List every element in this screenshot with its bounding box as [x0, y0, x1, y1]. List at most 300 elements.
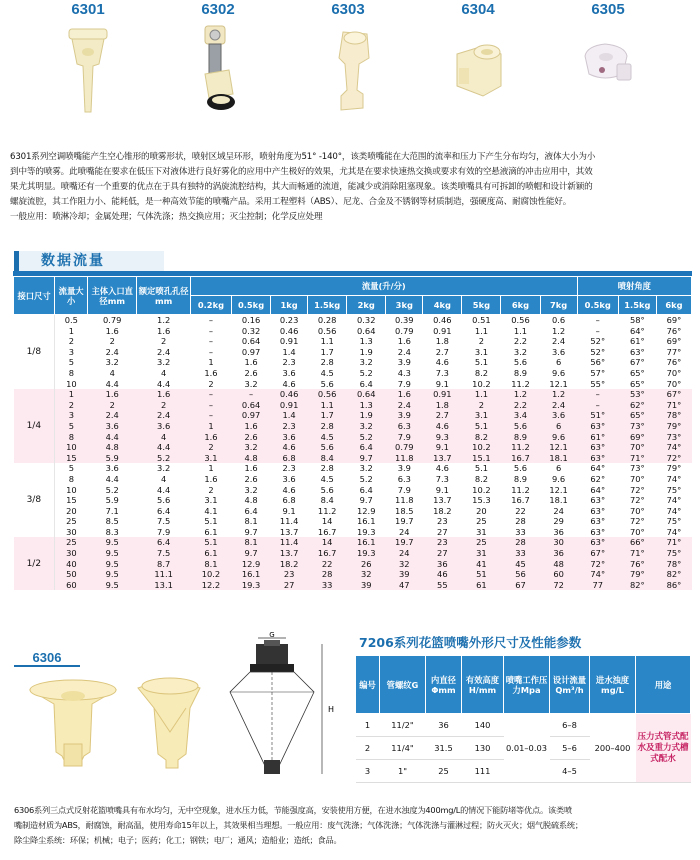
table-cell: 11.8 [395, 452, 414, 463]
table-cell: 22 [515, 505, 526, 516]
intro-line: 果尤其明显。喷嘴还有一个重要的优点在于具有独特的涡旋流腔结构，其大而畅通的流道，能减少或消除阻塞现象。该类喷嘴具有可拆卸的喷帽和设计新颖的 [10, 182, 593, 192]
table-cell: 0.64 [241, 399, 261, 410]
table-cell: 5.2 [105, 484, 119, 495]
table-cell: 9.3 [435, 431, 449, 442]
table-cell: 5.1 [474, 420, 489, 431]
table-cell: 4.6 [282, 484, 296, 495]
table-cell: 19.7 [395, 516, 414, 527]
table-cell: 0.97 [241, 410, 261, 421]
table-cell: 72° [629, 495, 645, 506]
table-cell: 14 [321, 516, 333, 527]
table-cell: 5.6 [513, 420, 528, 431]
table-cell: 3.2 [157, 357, 171, 368]
table-cell: 4.6 [282, 442, 296, 453]
table-body [14, 315, 692, 591]
table-cell: 23 [283, 569, 295, 580]
product-code: 6303 [331, 1, 365, 18]
table-cell: 1.6 [204, 431, 218, 442]
table-cell: 1.6 [244, 420, 258, 431]
table-cell: 25 [476, 537, 487, 548]
table-cell: 0.6 [552, 315, 566, 325]
table-cell: 67 [515, 579, 526, 590]
product-6301[interactable] [28, 0, 148, 119]
table-cell: 41 [476, 558, 487, 569]
table-cell: 0.91 [279, 336, 299, 347]
table-cell: 2 [68, 399, 74, 410]
table-cell: 5.1 [474, 463, 489, 474]
product-6304[interactable] [418, 0, 538, 119]
table-cell: 16.7 [511, 495, 530, 506]
table-cell: 2 [109, 399, 115, 410]
diagram-label-g: G [269, 632, 275, 639]
table-cell: 1.6 [397, 389, 411, 400]
table-cell: 4.6 [435, 463, 449, 474]
table-cell: 4.5 [320, 367, 334, 378]
table-cell: 2.6 [244, 473, 258, 484]
table-cell: 18.1 [549, 495, 568, 506]
table-row [14, 485, 692, 496]
table-cell: 1.2 [552, 325, 566, 336]
table-cell: 1.6 [204, 473, 218, 484]
product-6303[interactable] [288, 0, 408, 119]
table-cell: 8.1 [204, 558, 218, 569]
table-cell: 5.1 [204, 537, 218, 548]
table-cell: 63° [590, 516, 606, 527]
table-cell: 12.9 [357, 505, 376, 516]
intro-line: 一般应用：喷淋冷却；金属处理；气体洗涤；热交换应用；灭尘控制；化学反应处理 [10, 212, 323, 222]
table-cell: 0.97 [241, 346, 261, 357]
table-cell: 1 [208, 357, 214, 368]
header-design-flow: 设计流量Qm³/h [550, 656, 590, 714]
table-row [14, 580, 692, 591]
product-6302[interactable] [158, 0, 278, 119]
table-cell: 2.6 [244, 431, 258, 442]
header-flow-col: 4kg [423, 296, 462, 315]
table-cell: 16.1 [241, 569, 261, 580]
table-cell: 0.51 [472, 315, 491, 325]
table-cell: 63° [590, 420, 606, 431]
cell-turbidity: 200–400 [590, 714, 636, 783]
table-cell: 24 [399, 548, 410, 559]
outro-line: 嘴制造材质为ABS，耐腐蚀，耐高温，使用寿命15年以上，其效果相当理想。一般应用：废气洗涤；气体洗涤；气体洗涤与灌淋过程；防火灭火；烟气脱硫系统； [14, 820, 583, 830]
table-cell: 8.5 [105, 516, 119, 527]
table-cell: 82° [629, 579, 645, 590]
table-cell: 58° [629, 315, 645, 325]
cell: 36 [426, 714, 462, 737]
table-cell: 1.1 [474, 325, 489, 336]
table-cell: 0.28 [317, 315, 337, 325]
table-cell: 3.2 [359, 357, 373, 368]
table-cell: 63° [590, 537, 606, 548]
table-cell: 69° [666, 315, 682, 325]
cell: 25 [426, 760, 462, 783]
table-cell: 2.3 [282, 463, 296, 474]
table-cell: 11.2 [511, 484, 530, 495]
table-cell: 40 [66, 558, 77, 569]
table-cell: 6 [555, 463, 562, 474]
table-cell: 1.1 [513, 325, 528, 336]
product-6305[interactable] [548, 0, 668, 119]
table-cell: 2.4 [397, 399, 411, 410]
table-cell: 5.6 [320, 442, 334, 453]
table-cell: – [208, 389, 214, 400]
table-cell: 26 [360, 558, 372, 569]
table-cell: 33 [321, 579, 333, 590]
table-cell: 5 [68, 420, 74, 431]
cell-pressure: 0.01–0.03 [504, 714, 550, 783]
table-cell: 1.2 [157, 315, 171, 325]
outro-line: 6306系列三点式反射花篮喷嘴具有布水均匀，无中空现象，进水压力低，节能强度高，安装使用方便，在进水浊度为400mg/L的情况下能防堵等优点。该类喷 [14, 805, 572, 815]
header-angle-col: 0.5kg [577, 296, 618, 315]
table-cell: 8 [68, 473, 74, 484]
intro-line: 到中等的喷雾。此喷嘴能在要求在低压下对液体进行良好雾化的应用中产生极好的效果，尤其是在要求快速热交换或要求有效的空悬液滴的冲击应用中，其效 [10, 167, 593, 177]
table-cell: 4.1 [204, 505, 218, 516]
table-cell: 56° [590, 357, 606, 368]
table-cell: 36 [553, 526, 564, 537]
table-cell: 7.9 [397, 431, 411, 442]
table-cell: 69° [629, 431, 645, 442]
table-row [14, 527, 692, 538]
table-cell: 4.6 [435, 357, 449, 368]
table-cell: 13.7 [433, 452, 452, 463]
table-cell: – [208, 315, 214, 325]
series-7206-table [355, 655, 691, 783]
table-cell: 3.2 [157, 463, 171, 474]
header-inlet: 主体入口直径mm [88, 277, 137, 315]
diagram-label-h: H [328, 705, 335, 714]
table-cell: 25 [66, 537, 77, 548]
product-code: 6304 [461, 1, 495, 18]
table-cell: 4.4 [105, 473, 119, 484]
table-cell: 39 [360, 579, 372, 590]
table-cell: 11.2 [317, 505, 337, 516]
table-cell: 0.79 [102, 315, 122, 325]
table-cell: 64° [629, 325, 645, 336]
table-cell: 1.7 [320, 346, 334, 357]
table-cell: 47 [399, 579, 410, 590]
header-flow-col: 1.5kg [308, 296, 347, 315]
header-flow: 流量(升/分) [190, 277, 577, 296]
table-cell: 1.1 [474, 389, 489, 400]
table-cell: 4.6 [282, 378, 296, 389]
outro-text [14, 803, 694, 848]
table-cell: 1.2 [552, 389, 566, 400]
table-cell: 45 [515, 558, 526, 569]
table-cell: 1.4 [282, 346, 296, 357]
table-cell: 8.9 [513, 367, 528, 378]
table-cell: 6.4 [359, 484, 373, 495]
table-cell: 67° [666, 389, 682, 400]
table-cell: 0.32 [241, 325, 261, 336]
intro-text [10, 150, 690, 225]
table-cell: 1.6 [244, 463, 258, 474]
table-cell: 5.6 [320, 378, 334, 389]
table-cell: 1 [208, 420, 214, 431]
table-cell: 4.8 [105, 442, 119, 453]
table-cell: 1.1 [320, 336, 334, 347]
table-cell: 9.1 [435, 442, 449, 453]
table-cell: 3.2 [513, 346, 528, 357]
nozzle-6303-icon [313, 24, 383, 119]
table-cell: 7.9 [397, 378, 411, 389]
table-cell: 74° [666, 505, 682, 516]
table-cell: 5.1 [474, 357, 489, 368]
table-cell: 33 [515, 548, 526, 559]
product-code: 6301 [71, 1, 105, 18]
table-cell: 50 [66, 569, 77, 580]
table-cell: 65° [629, 410, 645, 421]
table-cell: 6 [555, 420, 562, 431]
table-cell: – [208, 399, 214, 410]
table-cell: 0.64 [357, 325, 376, 336]
table-cell: 8.7 [157, 558, 171, 569]
table-cell: 65° [629, 378, 645, 389]
table-row [14, 559, 692, 570]
table-cell: 9.5 [105, 548, 119, 559]
table-cell: 3.2 [105, 357, 119, 368]
header-thread: 管螺纹G [380, 656, 426, 714]
table-cell: 13.7 [279, 526, 299, 537]
table-cell: 2.4 [105, 346, 119, 357]
table-cell: 4.5 [320, 473, 334, 484]
table-cell: 0.56 [511, 315, 530, 325]
table-cell: 72° [629, 516, 645, 527]
intro-line: 6301系列空调喷嘴能产生空心锥形的喷雾形状，喷射区域呈环形，喷射角度为51° -140°，该类喷嘴能在大范围的流率和压力下产生分布均匀，液体大小为小 [10, 152, 596, 162]
table-cell: 2 [109, 336, 115, 347]
table-cell: 63° [590, 442, 606, 453]
table-cell: 6.8 [282, 495, 296, 506]
connection-size: 1/8 [14, 315, 55, 390]
table-cell: – [208, 336, 214, 347]
table-cell: 74° [666, 442, 682, 453]
table-cell: 5.6 [513, 463, 528, 474]
table-row [14, 400, 692, 411]
table-cell: 79° [666, 420, 682, 431]
table-cell: 3.2 [244, 378, 258, 389]
table-cell: 65° [629, 367, 645, 378]
header-orifice: 额定喷孔孔径mm [137, 277, 190, 315]
table-cell: 18.2 [279, 558, 299, 569]
table-cell: 2 [208, 378, 214, 389]
table-cell: 6.4 [359, 378, 373, 389]
table-cell: 0.79 [395, 325, 414, 336]
table-cell: 76° [629, 558, 645, 569]
table-cell: 8.4 [320, 452, 334, 463]
table-cell: 0.39 [395, 315, 414, 325]
table-cell: 11.1 [154, 569, 173, 580]
table-cell: 4.4 [105, 431, 119, 442]
table-cell: 3.6 [552, 410, 566, 421]
table-row [14, 516, 692, 527]
table-row [14, 315, 692, 326]
table-cell: 2 [68, 336, 74, 347]
table-cell: 4.5 [320, 431, 334, 442]
table-cell: 8.1 [244, 537, 258, 548]
product-code: 6305 [591, 1, 625, 18]
table-cell: 8 [68, 431, 74, 442]
table-cell: 9.5 [105, 558, 119, 569]
table-cell: 18.2 [433, 505, 452, 516]
table-cell: 0.5 [64, 315, 78, 325]
table-cell: 22 [321, 558, 333, 569]
table-cell: 13.7 [279, 548, 299, 559]
connection-size: 1/4 [14, 389, 55, 463]
table-cell: 1.9 [359, 410, 373, 421]
table-cell: 16.7 [511, 452, 530, 463]
series-7206-row [356, 714, 691, 737]
table-cell: 6.1 [204, 526, 218, 537]
table-cell: 25 [476, 516, 487, 527]
table-cell: 13.1 [154, 579, 173, 590]
table-cell: 2.8 [320, 420, 334, 431]
table-cell: 77° [666, 346, 682, 357]
table-cell: 18.5 [395, 505, 414, 516]
table-cell: 6.3 [397, 473, 411, 484]
table-cell: 0.64 [357, 389, 376, 400]
table-cell: 1.9 [359, 346, 373, 357]
table-cell: 51 [476, 569, 487, 580]
table-cell: 1.6 [204, 367, 218, 378]
table-cell: 3.6 [282, 367, 296, 378]
table-cell: 1.2 [513, 389, 528, 400]
nozzle-6301-icon [53, 24, 123, 119]
table-cell: 12.1 [549, 378, 568, 389]
table-cell: 70° [629, 526, 645, 537]
table-cell: 2.4 [397, 346, 411, 357]
table-cell: 63° [590, 526, 606, 537]
cell: 5–6 [550, 737, 590, 760]
table-cell: 9.7 [359, 452, 373, 463]
cell: 140 [462, 714, 504, 737]
table-cell: 30 [553, 537, 564, 548]
table-cell: 20 [476, 505, 487, 516]
table-cell: 2.4 [552, 336, 566, 347]
table-cell: 15 [66, 452, 77, 463]
table-cell: 28 [321, 569, 333, 580]
table-cell: 74° [666, 526, 682, 537]
table-cell: 3.6 [282, 473, 296, 484]
table-cell: 6.3 [397, 420, 411, 431]
table-cell: 71° [629, 548, 645, 559]
table-cell: 9.5 [105, 569, 119, 580]
cell: 11/2" [380, 714, 426, 737]
table-cell: 63° [590, 495, 606, 506]
table-cell: 28 [515, 537, 526, 548]
table-cell: 72 [553, 579, 564, 590]
table-cell: 7.3 [435, 473, 449, 484]
table-cell: 70° [629, 442, 645, 453]
table-cell: 9.1 [282, 505, 296, 516]
table-cell: 2.3 [282, 357, 296, 368]
table-cell: 31 [476, 526, 487, 537]
table-cell: 5 [68, 357, 74, 368]
table-cell: 3.6 [105, 463, 119, 474]
table-cell: 0.46 [279, 325, 299, 336]
table-cell: 28 [515, 516, 526, 527]
table-cell: 11.2 [511, 442, 530, 453]
table-cell: 5.6 [320, 484, 334, 495]
table-cell: 78° [666, 558, 682, 569]
table-cell: 10 [66, 484, 77, 495]
table-cell: 9.6 [552, 431, 566, 442]
header-use: 用途 [636, 656, 691, 714]
table-cell: 2.7 [435, 410, 449, 421]
table-cell: 86° [666, 579, 682, 590]
table-cell: 6.4 [157, 505, 171, 516]
table-cell: 70° [666, 367, 682, 378]
table-cell: 6.4 [157, 537, 171, 548]
table-row [14, 463, 692, 474]
table-cell: 24 [553, 505, 564, 516]
table-cell: 76° [666, 325, 682, 336]
table-cell: 63° [590, 452, 606, 463]
table-cell: 8.9 [513, 473, 528, 484]
table-cell: 6.1 [204, 548, 218, 559]
table-cell: 75° [666, 516, 682, 527]
table-cell: 1 [208, 463, 214, 474]
table-cell: 9.5 [105, 579, 119, 590]
table-row [14, 410, 692, 421]
table-cell: 55° [590, 378, 606, 389]
table-cell: 5.1 [204, 516, 218, 527]
table-cell: 0.56 [317, 325, 337, 336]
table-cell: 3.9 [397, 463, 411, 474]
table-cell: 9.7 [244, 526, 258, 537]
nozzle-6306-icon [20, 668, 220, 783]
table-row [14, 421, 692, 432]
table-row [14, 336, 692, 347]
table-cell: 18.1 [549, 452, 568, 463]
table-cell: 3.9 [397, 357, 411, 368]
table-cell: 9.6 [552, 473, 566, 484]
table-cell: 7.5 [157, 516, 171, 527]
table-cell: 8.9 [513, 431, 528, 442]
table-row [14, 326, 692, 337]
table-cell: 46 [437, 569, 448, 580]
header-pressure: 喷嘴工作压力Mpa [504, 656, 550, 714]
table-cell: 14 [321, 537, 333, 548]
cell: 3 [356, 760, 380, 783]
table-cell: 3.1 [474, 410, 489, 421]
table-cell: 64° [590, 484, 606, 495]
table-cell: 64° [590, 463, 606, 474]
table-cell: 3.6 [105, 420, 119, 431]
header-flow-col: 2kg [347, 296, 386, 315]
table-cell: 27 [437, 548, 448, 559]
table-cell: 72° [666, 452, 682, 463]
table-cell: 32 [399, 558, 410, 569]
table-cell: – [595, 399, 600, 410]
table-cell: 7.5 [157, 548, 171, 559]
table-cell: 4.8 [244, 452, 258, 463]
table-cell: 0.64 [241, 336, 261, 347]
section-title [14, 251, 164, 271]
table-cell: 4.4 [157, 484, 171, 495]
flow-data-table [13, 276, 692, 590]
table-cell: 3.6 [282, 431, 296, 442]
table-cell: 6 [555, 357, 562, 368]
table-cell: 1.6 [157, 325, 171, 336]
table-cell: 16.1 [357, 537, 376, 548]
table-cell: 9.7 [359, 495, 373, 506]
intro-line: 螺旋流腔，其工作阻力小、能耗低，是一种高效节能的喷嘴产品。采用工程塑料（ABS）、尼龙、合金及不锈钢等材质制造，强硬度高、耐腐蚀性能好。 [10, 197, 572, 207]
table-cell: 12.9 [241, 558, 261, 569]
cell: 2 [356, 737, 380, 760]
table-cell: 7.9 [157, 526, 171, 537]
table-cell: 4.4 [105, 378, 119, 389]
table-cell: 2.6 [244, 367, 258, 378]
table-cell: 70° [629, 505, 645, 516]
